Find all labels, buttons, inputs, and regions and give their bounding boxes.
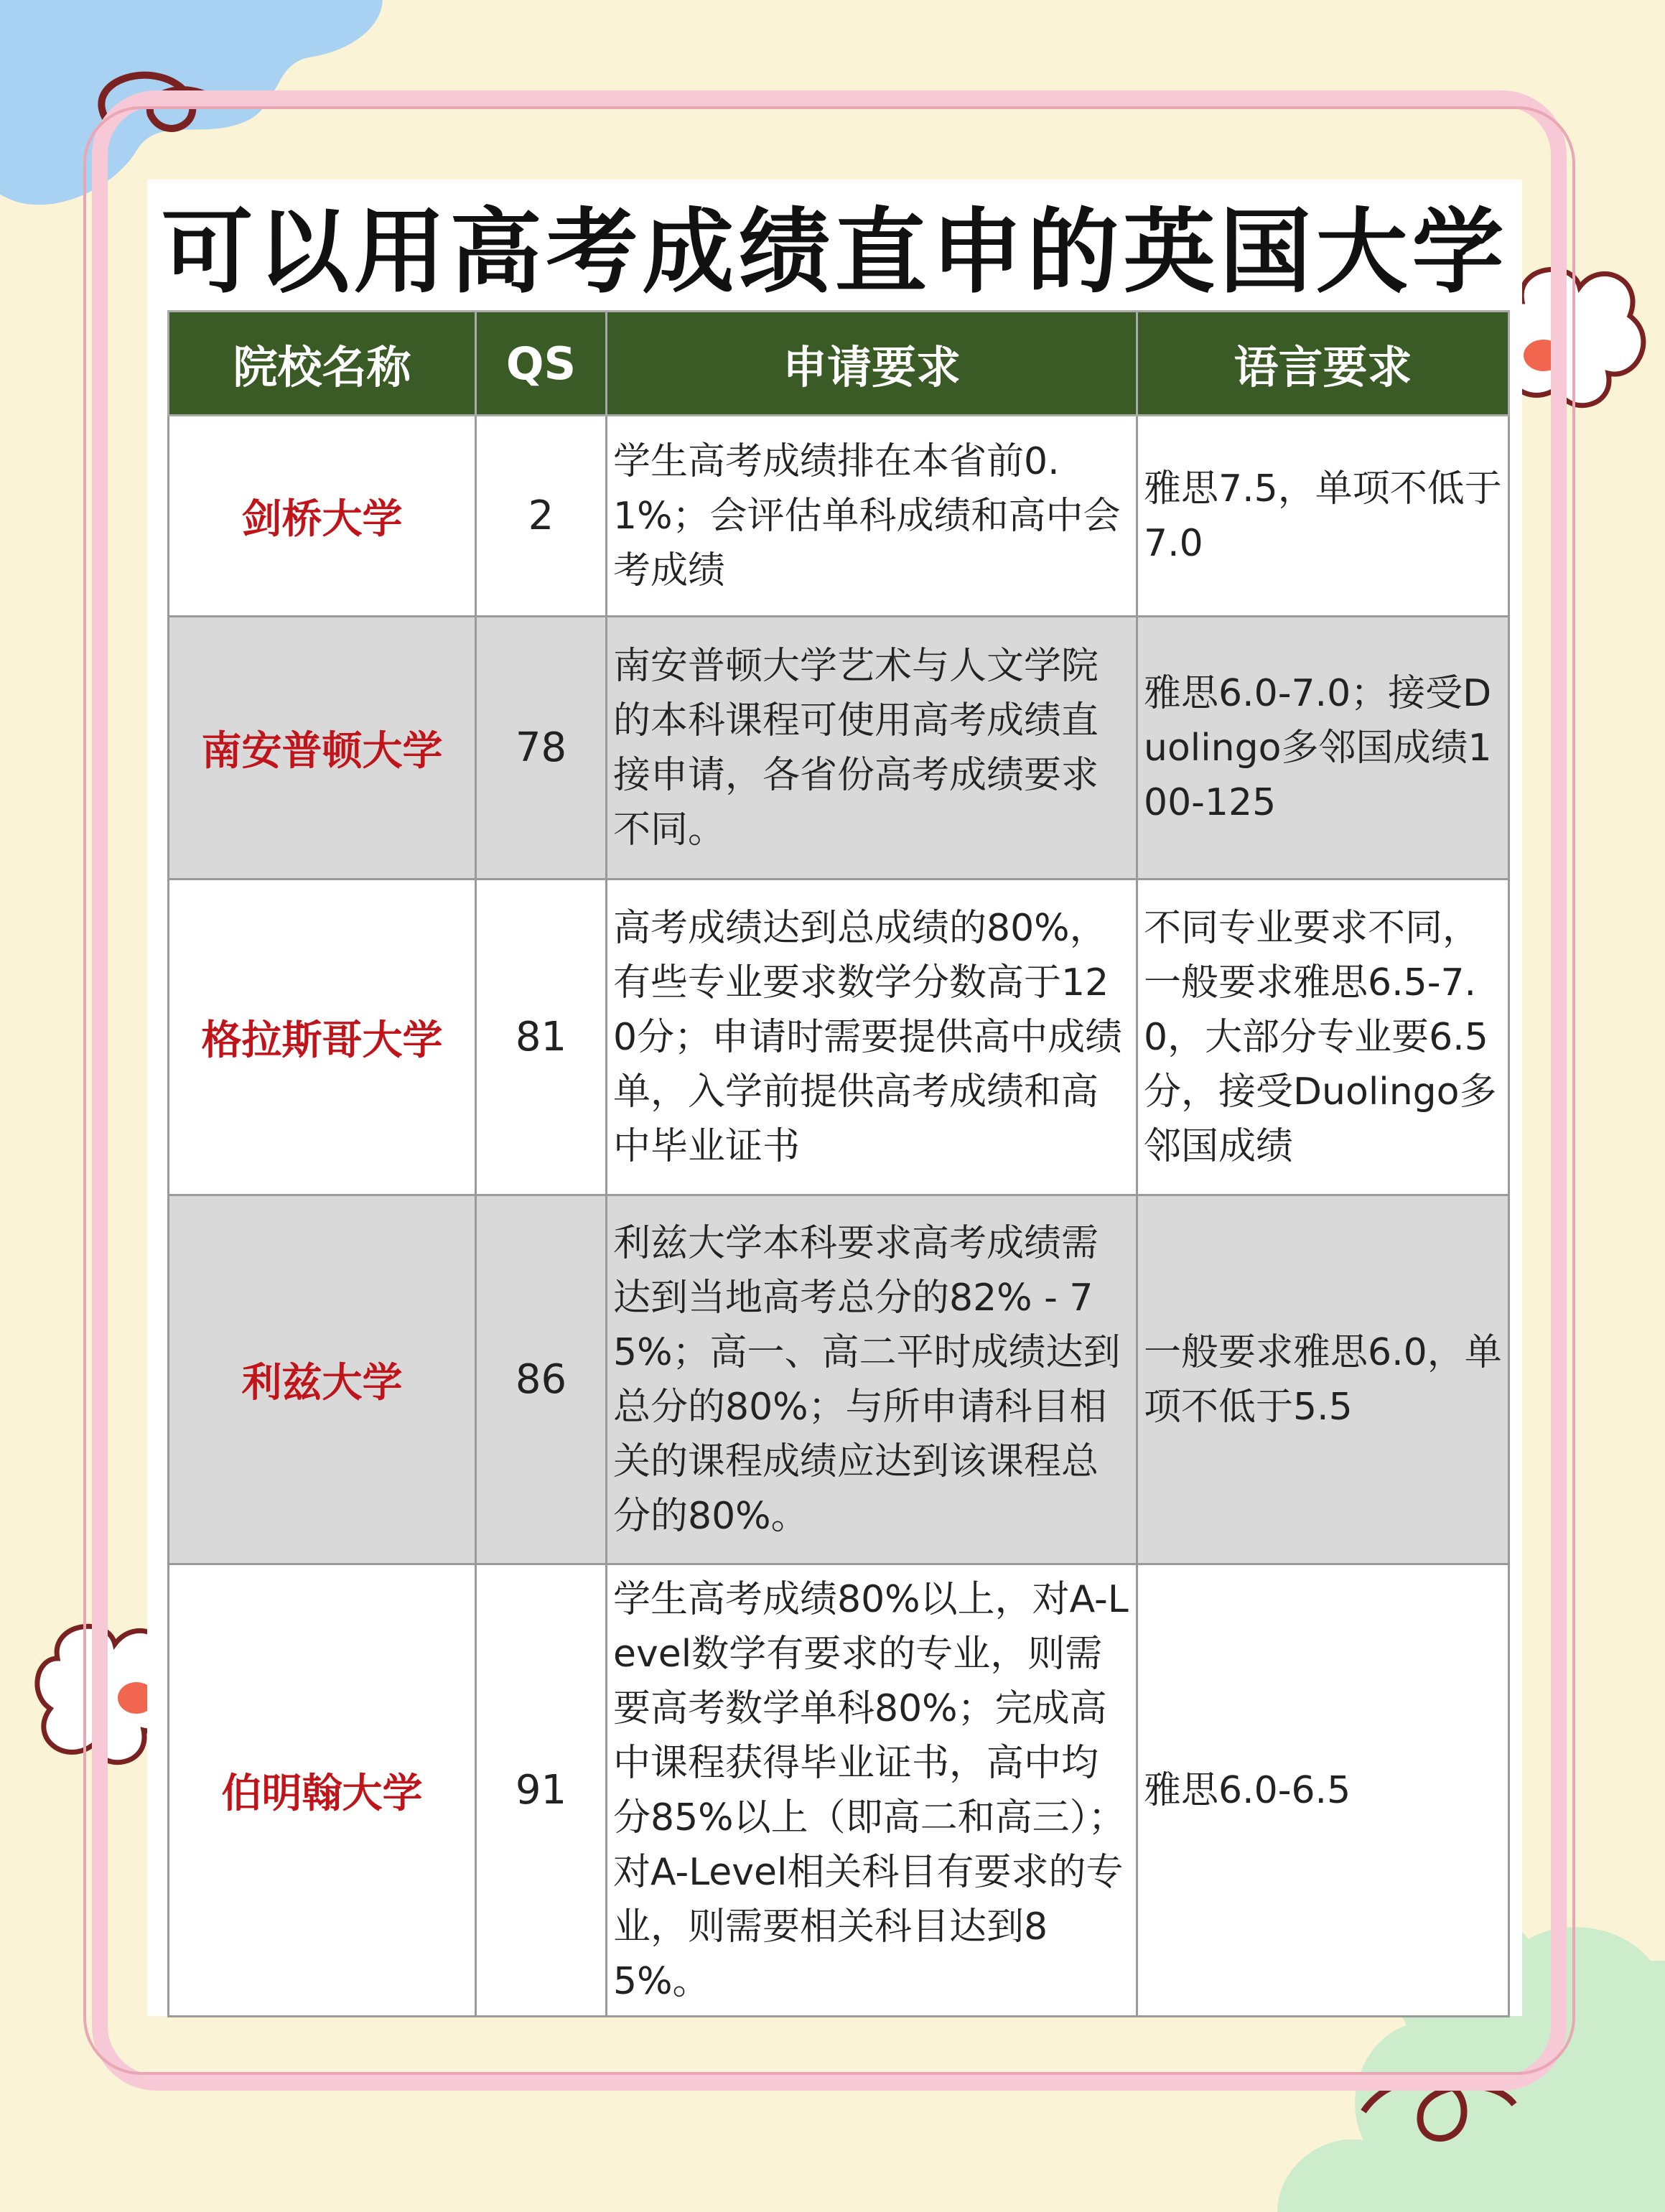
table-row (169, 617, 1509, 879)
university-name: 南安普顿大学 (169, 617, 476, 879)
university-table (167, 310, 1510, 2017)
language-requirement: 雅思7.5，单项不低于7.0 (1137, 416, 1509, 617)
language-requirement: 雅思6.0-6.5 (1137, 1564, 1509, 2017)
qs-rank: 91 (476, 1564, 607, 2017)
language-requirement: 一般要求雅思6.0，单项不低于5.5 (1137, 1195, 1509, 1564)
application-requirement: 利兹大学本科要求高考成绩需达到当地高考总分的82% - 75%；高一、高二平时成绩达到总分的80%；与所申请科目相关的课程成绩应达到该课程总分的80%。 (607, 1195, 1137, 1564)
header-name: 院校名称 (169, 312, 476, 416)
table-row (169, 1564, 1509, 2017)
table-row (169, 879, 1509, 1195)
header-qs: QS (476, 312, 607, 416)
qs-rank: 78 (476, 617, 607, 879)
application-requirement: 高考成绩达到总成绩的80%，有些专业要求数学分数高于120分；申请时需要提供高中成绩单，入学前提供高考成绩和高中毕业证书 (607, 879, 1137, 1195)
university-name: 剑桥大学 (169, 416, 476, 617)
table-row (169, 1195, 1509, 1564)
application-requirement: 南安普顿大学艺术与人文学院的本科课程可使用高考成绩直接申请，各省份高考成绩要求不同。 (607, 617, 1137, 879)
page-title: 可以用高考成绩直申的英国大学 (161, 199, 1508, 306)
table-header-row (169, 312, 1509, 416)
qs-rank: 81 (476, 879, 607, 1195)
qs-rank: 86 (476, 1195, 607, 1564)
content-card (147, 179, 1522, 2016)
language-requirement: 雅思6.0-7.0；接受Duolingo多邻国成绩100-125 (1137, 617, 1509, 879)
university-name: 格拉斯哥大学 (169, 879, 476, 1195)
header-language: 语言要求 (1137, 312, 1509, 416)
table-row (169, 416, 1509, 617)
university-name: 利兹大学 (169, 1195, 476, 1564)
header-requirement: 申请要求 (607, 312, 1137, 416)
university-name: 伯明翰大学 (169, 1564, 476, 2017)
language-requirement: 不同专业要求不同，一般要求雅思6.5-7.0，大部分专业要6.5分，接受Duolingo多邻国成绩 (1137, 879, 1509, 1195)
application-requirement: 学生高考成绩80%以上，对A-Level数学有要求的专业，则需要高考数学单科80%；完成高中课程获得毕业证书，高中均分85%以上（即高二和高三）；对A-Level相关科目有要求的专业，则需要相关科目达到85%。 (607, 1564, 1137, 2017)
qs-rank: 2 (476, 416, 607, 617)
application-requirement: 学生高考成绩排在本省前0.1%；会评估单科成绩和高中会考成绩 (607, 416, 1137, 617)
